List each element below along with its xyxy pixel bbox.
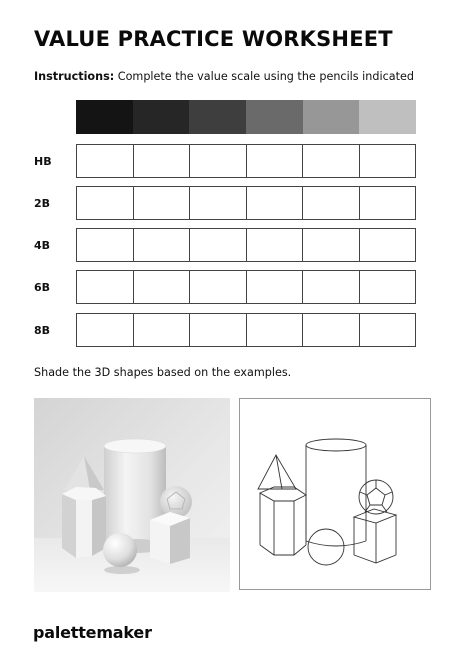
- instructions-label: Instructions:: [34, 70, 115, 83]
- shading-cell: [360, 229, 416, 261]
- shading-cell: [247, 187, 304, 219]
- shading-cell: [360, 314, 416, 346]
- value-swatch: [189, 100, 246, 134]
- shading-cell: [360, 187, 416, 219]
- shading-cell: [77, 314, 134, 346]
- shading-cell: [134, 271, 191, 303]
- value-swatch: [359, 100, 416, 134]
- shading-cell: [303, 145, 360, 177]
- pencil-label: 6B: [34, 281, 51, 294]
- pencil-label: 4B: [34, 239, 51, 252]
- value-practice-row: [76, 270, 416, 304]
- shading-cell: [134, 187, 191, 219]
- worksheet-title: VALUE PRACTICE WORKSHEET: [34, 27, 393, 51]
- value-practice-row: [76, 313, 416, 347]
- value-swatch: [133, 100, 190, 134]
- shapes-instruction: Shade the 3D shapes based on the examples.: [34, 366, 292, 379]
- shading-cell: [303, 229, 360, 261]
- shading-cell: [303, 187, 360, 219]
- pencil-label: 8B: [34, 324, 51, 337]
- shading-cell: [190, 229, 247, 261]
- value-swatch: [76, 100, 133, 134]
- shading-cell: [247, 271, 304, 303]
- shading-cell: [247, 229, 304, 261]
- shading-cell: [190, 187, 247, 219]
- instructions-text: Complete the value scale using the pencils indicated: [114, 70, 414, 83]
- shading-cell: [247, 314, 304, 346]
- value-swatch: [246, 100, 303, 134]
- pencil-label: HB: [34, 155, 52, 168]
- shading-cell: [77, 271, 134, 303]
- shading-cell: [77, 229, 134, 261]
- pencil-label: 2B: [34, 197, 51, 210]
- shading-cell: [360, 145, 416, 177]
- instructions: [34, 70, 414, 83]
- shading-cell: [303, 271, 360, 303]
- shading-cell: [247, 145, 304, 177]
- shading-cell: [134, 145, 191, 177]
- value-practice-row: [76, 228, 416, 262]
- palettemaker-logo: palettemaker: [33, 623, 152, 642]
- value-practice-row: [76, 144, 416, 178]
- shading-cell: [360, 271, 416, 303]
- shading-cell: [77, 187, 134, 219]
- shading-cell: [303, 314, 360, 346]
- outline-shapes-drawing: [239, 398, 431, 590]
- shading-cell: [134, 314, 191, 346]
- shading-cell: [77, 145, 134, 177]
- shading-cell: [134, 229, 191, 261]
- shaded-shapes-example-image: [34, 398, 230, 592]
- shading-cell: [190, 145, 247, 177]
- value-swatch: [303, 100, 360, 134]
- value-practice-row: [76, 186, 416, 220]
- shading-cell: [190, 271, 247, 303]
- value-scale-bar: [76, 100, 416, 134]
- shading-cell: [190, 314, 247, 346]
